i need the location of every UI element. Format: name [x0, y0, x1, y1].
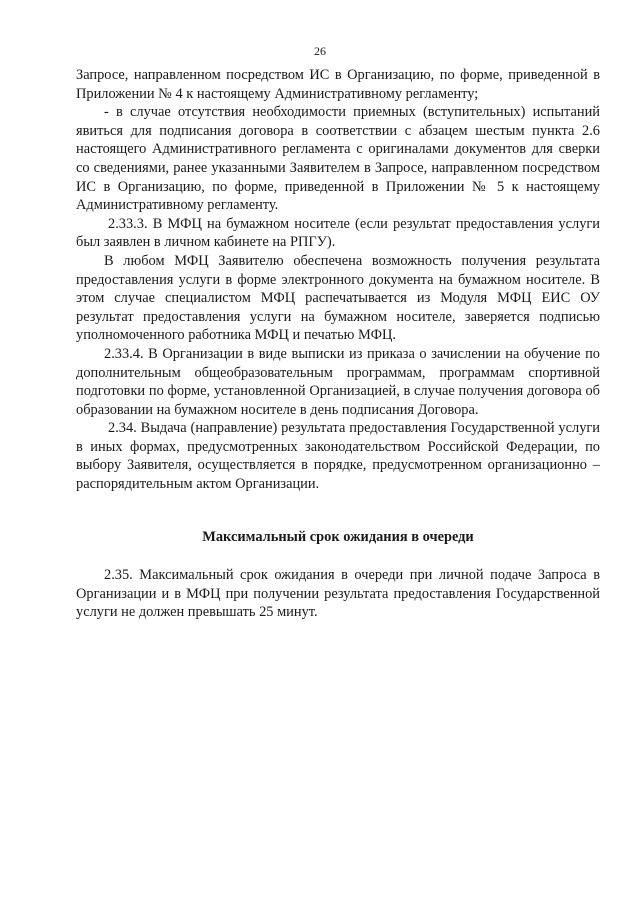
paragraph-mfc-any: В любом МФЦ Заявителю обеспечена возможность получения результата предоставления услуги в форме электронного документа на бумажном носителе. В этом случае специалистом МФЦ распечатывается из Модуля МФЦ ЕИС ОУ результат предоставления услуги на бумажном носителе, заверяется подписью уполномоченного работника МФЦ и печатью МФЦ. [76, 252, 600, 344]
section-heading: Максимальный срок ожидания в очереди [202, 528, 474, 545]
paragraph-continuation: Запросе, направленном посредством ИС в Организацию, по форме, приведенной в Приложении № 4 к настоящему Административному регламенту; [76, 67, 600, 102]
document-body [76, 66, 600, 622]
paragraph-2-33-3: 2.33.3. В МФЦ на бумажном носителе (если результат предоставления услуги был заявлен в личном кабинете на РПГУ). [76, 215, 600, 251]
page-number: 26 [314, 44, 326, 58]
paragraph-2-34: 2.34. Выдача (направление) результата предоставления Государственной услуги в иных формах, предусмотренных законодательством Российской Федерации, по выбору Заявителя, осуществляется в порядке, предусмотренном организационно – распорядительным актом Организации. [76, 420, 600, 493]
paragraph-2-35: 2.35. Максимальный срок ожидания в очереди при личной подаче Запроса в Организации и в МФЦ при получении результата предоставления Государственной услуги не должен превышать 25 минут. [76, 567, 600, 621]
paragraph-list-item: - в случае отсутствия необходимости приемных (вступительных) испытаний явиться для подписания договора в соответствии с абзацем шестым пункта 2.6 настоящего Административного регламента с оригиналами документов для сверки со сведениями, ранее указанными Заявителем в Запросе, направленном посредством ИС в Организацию, по форме, приведенной в Приложении № 5 к настоящему Административному регламенту. [76, 104, 600, 214]
paragraph-2-33-4: 2.33.4. В Организации в виде выписки из приказа о зачислении на обучение по дополнительным общеобразовательным программам, программам спортивной подготовки по форме, установленной Организацией, в случае получения договора об образовании на бумажном носителе в день подписания Договора. [76, 345, 600, 418]
